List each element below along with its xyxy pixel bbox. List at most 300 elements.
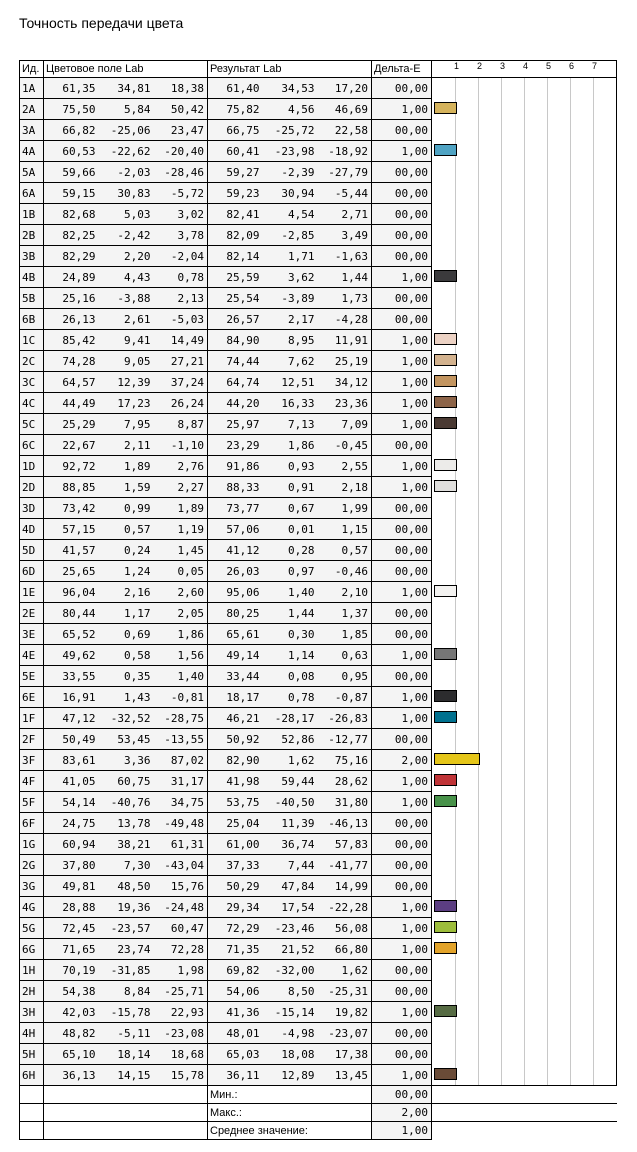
result-lab-a: 30,94 — [263, 183, 318, 204]
result-lab-b: 57,83 — [318, 834, 372, 855]
delta-e-bar-cell — [432, 519, 617, 540]
result-lab-b: 0,63 — [318, 645, 372, 666]
delta-e-bar — [434, 270, 457, 282]
table-row — [20, 1065, 617, 1086]
result-lab-b: 66,80 — [318, 939, 372, 960]
result-lab-b: -23,07 — [318, 1023, 372, 1044]
result-lab-a: 18,08 — [263, 1044, 318, 1065]
delta-e-bar — [434, 417, 457, 429]
result-lab-l: 65,61 — [208, 624, 263, 645]
reference-lab-a: -23,57 — [99, 918, 154, 939]
result-lab-b: 11,91 — [318, 330, 372, 351]
delta-e-bar-cell — [432, 225, 617, 246]
patch-id: 6C — [20, 435, 44, 456]
patch-id: 2F — [20, 729, 44, 750]
patch-id: 1H — [20, 960, 44, 981]
delta-e-value: 00,00 — [372, 561, 432, 582]
patch-id: 5E — [20, 666, 44, 687]
summary-label: Мин.: — [208, 1086, 372, 1104]
summary-blank — [44, 1122, 208, 1140]
reference-lab-l: 24,89 — [44, 267, 99, 288]
result-lab-b: -1,63 — [318, 246, 372, 267]
reference-lab-l: 16,91 — [44, 687, 99, 708]
reference-lab-b: -25,71 — [154, 981, 208, 1002]
table-row — [20, 687, 617, 708]
delta-e-bar-cell — [432, 498, 617, 519]
reference-lab-a: 1,59 — [99, 477, 154, 498]
header-result: Результат Lab — [208, 61, 372, 78]
summary-blank — [44, 1104, 208, 1122]
result-lab-a: -2,39 — [263, 162, 318, 183]
delta-e-bar-cell — [432, 288, 617, 309]
patch-id: 1A — [20, 78, 44, 99]
result-lab-l: 37,33 — [208, 855, 263, 876]
delta-e-value: 00,00 — [372, 855, 432, 876]
result-lab-l: 71,35 — [208, 939, 263, 960]
reference-lab-l: 37,80 — [44, 855, 99, 876]
result-lab-a: -40,50 — [263, 792, 318, 813]
reference-lab-l: 59,66 — [44, 162, 99, 183]
patch-id: 5A — [20, 162, 44, 183]
result-lab-l: 65,03 — [208, 1044, 263, 1065]
table-row — [20, 855, 617, 876]
table-row — [20, 288, 617, 309]
patch-id: 5G — [20, 918, 44, 939]
reference-lab-l: 64,57 — [44, 372, 99, 393]
reference-lab-l: 54,38 — [44, 981, 99, 1002]
patch-id: 3C — [20, 372, 44, 393]
reference-lab-b: 37,24 — [154, 372, 208, 393]
reference-lab-b: 60,47 — [154, 918, 208, 939]
delta-e-bar-cell — [432, 960, 617, 981]
delta-e-bar-cell — [432, 1065, 617, 1086]
patch-id: 6F — [20, 813, 44, 834]
reference-lab-b: 8,87 — [154, 414, 208, 435]
delta-e-value: 1,00 — [372, 99, 432, 120]
result-lab-l: 91,86 — [208, 456, 263, 477]
page-title: Точность передачи цвета — [19, 15, 184, 31]
result-lab-l: 41,36 — [208, 1002, 263, 1023]
patch-id: 2G — [20, 855, 44, 876]
reference-lab-a: 2,20 — [99, 246, 154, 267]
result-lab-a: 0,28 — [263, 540, 318, 561]
table-row — [20, 498, 617, 519]
reference-lab-b: -49,48 — [154, 813, 208, 834]
result-lab-l: 73,77 — [208, 498, 263, 519]
result-lab-a: 3,62 — [263, 267, 318, 288]
delta-e-value: 1,00 — [372, 687, 432, 708]
result-lab-l: 57,06 — [208, 519, 263, 540]
result-lab-b: -26,83 — [318, 708, 372, 729]
result-lab-b: -0,46 — [318, 561, 372, 582]
reference-lab-a: -25,06 — [99, 120, 154, 141]
reference-lab-b: 1,86 — [154, 624, 208, 645]
reference-lab-a: 0,57 — [99, 519, 154, 540]
reference-lab-l: 50,49 — [44, 729, 99, 750]
patch-id: 6H — [20, 1065, 44, 1086]
table-row — [20, 834, 617, 855]
reference-lab-l: 80,44 — [44, 603, 99, 624]
patch-id: 2D — [20, 477, 44, 498]
delta-e-bar-cell — [432, 204, 617, 225]
delta-e-bar-cell — [432, 876, 617, 897]
delta-e-bar-cell — [432, 750, 617, 771]
reference-lab-l: 60,94 — [44, 834, 99, 855]
delta-e-value: 00,00 — [372, 540, 432, 561]
result-lab-b: 2,55 — [318, 456, 372, 477]
summary-blank — [432, 1086, 617, 1104]
result-lab-b: 1,99 — [318, 498, 372, 519]
delta-e-bar-cell — [432, 855, 617, 876]
reference-lab-b: 1,89 — [154, 498, 208, 519]
reference-lab-b: 2,27 — [154, 477, 208, 498]
delta-e-value: 1,00 — [372, 141, 432, 162]
delta-e-bar-cell — [432, 687, 617, 708]
result-lab-a: 2,17 — [263, 309, 318, 330]
delta-e-bar — [434, 795, 457, 807]
summary-blank — [20, 1122, 44, 1140]
table-row — [20, 1044, 617, 1065]
reference-lab-b: -20,40 — [154, 141, 208, 162]
reference-lab-b: 3,78 — [154, 225, 208, 246]
reference-lab-a: 1,24 — [99, 561, 154, 582]
result-lab-l: 25,04 — [208, 813, 263, 834]
table-row — [20, 708, 617, 729]
reference-lab-a: 1,43 — [99, 687, 154, 708]
delta-e-value: 00,00 — [372, 78, 432, 99]
result-lab-a: 11,39 — [263, 813, 318, 834]
reference-lab-b: 23,47 — [154, 120, 208, 141]
result-lab-a: 8,50 — [263, 981, 318, 1002]
table-row — [20, 1023, 617, 1044]
table-row — [20, 183, 617, 204]
result-lab-a: 12,51 — [263, 372, 318, 393]
result-lab-l: 80,25 — [208, 603, 263, 624]
delta-e-bar-cell — [432, 78, 617, 99]
patch-id: 6A — [20, 183, 44, 204]
result-lab-a: 0,08 — [263, 666, 318, 687]
reference-lab-a: 60,75 — [99, 771, 154, 792]
delta-e-bar-cell — [432, 729, 617, 750]
patch-id: 4H — [20, 1023, 44, 1044]
table-row — [20, 141, 617, 162]
table-row — [20, 246, 617, 267]
delta-e-value: 00,00 — [372, 876, 432, 897]
reference-lab-a: 0,99 — [99, 498, 154, 519]
result-lab-b: -25,31 — [318, 981, 372, 1002]
result-lab-a: -4,98 — [263, 1023, 318, 1044]
reference-lab-a: 48,50 — [99, 876, 154, 897]
result-lab-a: 1,62 — [263, 750, 318, 771]
summary-value: 1,00 — [372, 1122, 432, 1140]
reference-lab-b: 14,49 — [154, 330, 208, 351]
patch-id: 1E — [20, 582, 44, 603]
delta-e-value: 00,00 — [372, 288, 432, 309]
table-row — [20, 792, 617, 813]
result-lab-l: 33,44 — [208, 666, 263, 687]
result-lab-l: 60,41 — [208, 141, 263, 162]
result-lab-l: 25,97 — [208, 414, 263, 435]
reference-lab-l: 25,16 — [44, 288, 99, 309]
reference-lab-a: 9,41 — [99, 330, 154, 351]
delta-e-value: 00,00 — [372, 120, 432, 141]
result-lab-a: 59,44 — [263, 771, 318, 792]
result-lab-b: -5,44 — [318, 183, 372, 204]
result-lab-l: 25,59 — [208, 267, 263, 288]
reference-lab-b: -2,04 — [154, 246, 208, 267]
reference-lab-a: 30,83 — [99, 183, 154, 204]
result-lab-l: 54,06 — [208, 981, 263, 1002]
reference-lab-l: 33,55 — [44, 666, 99, 687]
result-lab-l: 84,90 — [208, 330, 263, 351]
header-row — [20, 61, 617, 78]
result-lab-l: 74,44 — [208, 351, 263, 372]
patch-id: 6B — [20, 309, 44, 330]
delta-e-value: 1,00 — [372, 477, 432, 498]
patch-id: 6D — [20, 561, 44, 582]
header-reference: Цветовое поле Lab — [44, 61, 208, 78]
delta-e-bar-cell — [432, 267, 617, 288]
result-lab-b: 17,20 — [318, 78, 372, 99]
result-lab-l: 69,82 — [208, 960, 263, 981]
reference-lab-l: 82,25 — [44, 225, 99, 246]
result-lab-a: 8,95 — [263, 330, 318, 351]
result-lab-l: 26,57 — [208, 309, 263, 330]
result-lab-l: 49,14 — [208, 645, 263, 666]
reference-lab-b: 27,21 — [154, 351, 208, 372]
reference-lab-b: -5,03 — [154, 309, 208, 330]
delta-e-value: 00,00 — [372, 624, 432, 645]
delta-e-value: 1,00 — [372, 267, 432, 288]
delta-e-bar-cell — [432, 1044, 617, 1065]
result-lab-b: 22,58 — [318, 120, 372, 141]
result-lab-a: 1,71 — [263, 246, 318, 267]
header-id: Ид. — [20, 61, 44, 78]
table-row — [20, 561, 617, 582]
table-row — [20, 120, 617, 141]
scale-tick-3: 3 — [500, 61, 506, 71]
result-lab-l: 95,06 — [208, 582, 263, 603]
delta-e-bar-cell — [432, 330, 617, 351]
delta-e-value: 00,00 — [372, 1023, 432, 1044]
delta-e-bar-cell — [432, 1023, 617, 1044]
reference-lab-a: -31,85 — [99, 960, 154, 981]
reference-lab-l: 85,42 — [44, 330, 99, 351]
summary-blank — [432, 1104, 617, 1122]
reference-lab-b: -28,46 — [154, 162, 208, 183]
table-row — [20, 918, 617, 939]
delta-e-value: 1,00 — [372, 645, 432, 666]
result-lab-a: 0,67 — [263, 498, 318, 519]
reference-lab-b: 22,93 — [154, 1002, 208, 1023]
table-row — [20, 162, 617, 183]
delta-e-bar — [434, 774, 457, 786]
result-lab-b: 75,16 — [318, 750, 372, 771]
result-lab-l: 36,11 — [208, 1065, 263, 1086]
reference-lab-b: 3,02 — [154, 204, 208, 225]
delta-e-bar-cell — [432, 792, 617, 813]
table-row — [20, 267, 617, 288]
result-lab-a: -2,85 — [263, 225, 318, 246]
reference-lab-a: -40,76 — [99, 792, 154, 813]
result-lab-b: -0,45 — [318, 435, 372, 456]
table-row — [20, 897, 617, 918]
result-lab-a: -3,89 — [263, 288, 318, 309]
delta-e-bar — [434, 396, 457, 408]
reference-lab-a: 38,21 — [99, 834, 154, 855]
table-row — [20, 813, 617, 834]
reference-lab-l: 82,29 — [44, 246, 99, 267]
delta-e-bar-cell — [432, 393, 617, 414]
patch-id: 2C — [20, 351, 44, 372]
reference-lab-a: 14,15 — [99, 1065, 154, 1086]
delta-e-bar-cell — [432, 561, 617, 582]
result-lab-l: 50,92 — [208, 729, 263, 750]
result-lab-a: 4,54 — [263, 204, 318, 225]
result-lab-b: 17,38 — [318, 1044, 372, 1065]
patch-id: 2A — [20, 99, 44, 120]
delta-e-bar — [434, 459, 457, 471]
result-lab-a: 0,01 — [263, 519, 318, 540]
delta-e-bar-cell — [432, 1002, 617, 1023]
result-lab-a: 0,97 — [263, 561, 318, 582]
reference-lab-l: 83,61 — [44, 750, 99, 771]
delta-e-bar-cell — [432, 834, 617, 855]
delta-e-bar — [434, 333, 457, 345]
reference-lab-a: 17,23 — [99, 393, 154, 414]
reference-lab-a: 0,58 — [99, 645, 154, 666]
delta-e-bar-cell — [432, 939, 617, 960]
result-lab-b: -12,77 — [318, 729, 372, 750]
reference-lab-b: 18,38 — [154, 78, 208, 99]
patch-id: 2E — [20, 603, 44, 624]
summary-blank — [432, 1122, 617, 1140]
table-row — [20, 750, 617, 771]
result-lab-l: 82,41 — [208, 204, 263, 225]
delta-e-value: 2,00 — [372, 750, 432, 771]
scale-tick-7: 7 — [592, 61, 598, 71]
delta-e-bar-cell — [432, 183, 617, 204]
reference-lab-l: 49,62 — [44, 645, 99, 666]
reference-lab-l: 41,05 — [44, 771, 99, 792]
table-row — [20, 225, 617, 246]
result-lab-b: 56,08 — [318, 918, 372, 939]
result-lab-a: 12,89 — [263, 1065, 318, 1086]
result-lab-l: 64,74 — [208, 372, 263, 393]
delta-e-bar-cell — [432, 603, 617, 624]
delta-e-value: 00,00 — [372, 813, 432, 834]
result-lab-l: 44,20 — [208, 393, 263, 414]
result-lab-b: 2,10 — [318, 582, 372, 603]
result-lab-a: -28,17 — [263, 708, 318, 729]
patch-id: 5C — [20, 414, 44, 435]
reference-lab-l: 26,13 — [44, 309, 99, 330]
delta-e-bar — [434, 648, 457, 660]
table-row — [20, 1002, 617, 1023]
delta-e-bar-cell — [432, 246, 617, 267]
reference-lab-a: 1,89 — [99, 456, 154, 477]
table-row — [20, 477, 617, 498]
result-lab-b: 34,12 — [318, 372, 372, 393]
result-lab-a: 34,53 — [263, 78, 318, 99]
delta-e-value: 00,00 — [372, 981, 432, 1002]
delta-e-bar — [434, 1068, 457, 1080]
result-lab-a: 21,52 — [263, 939, 318, 960]
reference-lab-l: 60,53 — [44, 141, 99, 162]
reference-lab-a: 7,30 — [99, 855, 154, 876]
patch-id: 3H — [20, 1002, 44, 1023]
patch-id: 3F — [20, 750, 44, 771]
delta-e-bar-cell — [432, 708, 617, 729]
table-row — [20, 771, 617, 792]
table-row — [20, 666, 617, 687]
delta-e-value: 1,00 — [372, 351, 432, 372]
table-row — [20, 99, 617, 120]
reference-lab-l: 73,42 — [44, 498, 99, 519]
reference-lab-a: 0,35 — [99, 666, 154, 687]
reference-lab-l: 96,04 — [44, 582, 99, 603]
reference-lab-a: 2,61 — [99, 309, 154, 330]
patch-id: 1C — [20, 330, 44, 351]
result-lab-b: 14,99 — [318, 876, 372, 897]
delta-e-bar-cell — [432, 540, 617, 561]
patch-id: 4C — [20, 393, 44, 414]
reference-lab-a: 34,81 — [99, 78, 154, 99]
reference-lab-b: 61,31 — [154, 834, 208, 855]
table-row — [20, 519, 617, 540]
result-lab-a: -23,46 — [263, 918, 318, 939]
reference-lab-l: 74,28 — [44, 351, 99, 372]
scale-tick-2: 2 — [477, 61, 483, 71]
delta-e-bar — [434, 900, 457, 912]
delta-e-bar-cell — [432, 645, 617, 666]
reference-lab-b: 1,45 — [154, 540, 208, 561]
reference-lab-a: 2,11 — [99, 435, 154, 456]
delta-e-bar-cell — [432, 162, 617, 183]
delta-e-value: 1,00 — [372, 918, 432, 939]
result-lab-l: 23,29 — [208, 435, 263, 456]
result-lab-a: 0,91 — [263, 477, 318, 498]
delta-e-value: 00,00 — [372, 603, 432, 624]
result-lab-a: 1,40 — [263, 582, 318, 603]
result-lab-a: -32,00 — [263, 960, 318, 981]
summary-value: 00,00 — [372, 1086, 432, 1104]
delta-e-value: 00,00 — [372, 960, 432, 981]
patch-id: 2H — [20, 981, 44, 1002]
reference-lab-b: -23,08 — [154, 1023, 208, 1044]
reference-lab-b: -0,81 — [154, 687, 208, 708]
delta-e-value: 1,00 — [372, 372, 432, 393]
table-row — [20, 204, 617, 225]
reference-lab-b: 1,56 — [154, 645, 208, 666]
delta-e-value: 00,00 — [372, 666, 432, 687]
result-lab-b: 1,15 — [318, 519, 372, 540]
reference-lab-l: 44,49 — [44, 393, 99, 414]
table-row — [20, 393, 617, 414]
result-lab-a: -25,72 — [263, 120, 318, 141]
result-lab-l: 82,09 — [208, 225, 263, 246]
reference-lab-l: 57,15 — [44, 519, 99, 540]
result-lab-b: 2,71 — [318, 204, 372, 225]
result-lab-b: 2,18 — [318, 477, 372, 498]
reference-lab-l: 88,85 — [44, 477, 99, 498]
summary-row — [20, 1104, 617, 1122]
result-lab-b: 3,49 — [318, 225, 372, 246]
result-lab-a: 17,54 — [263, 897, 318, 918]
reference-lab-l: 48,82 — [44, 1023, 99, 1044]
reference-lab-l: 42,03 — [44, 1002, 99, 1023]
reference-lab-l: 61,35 — [44, 78, 99, 99]
